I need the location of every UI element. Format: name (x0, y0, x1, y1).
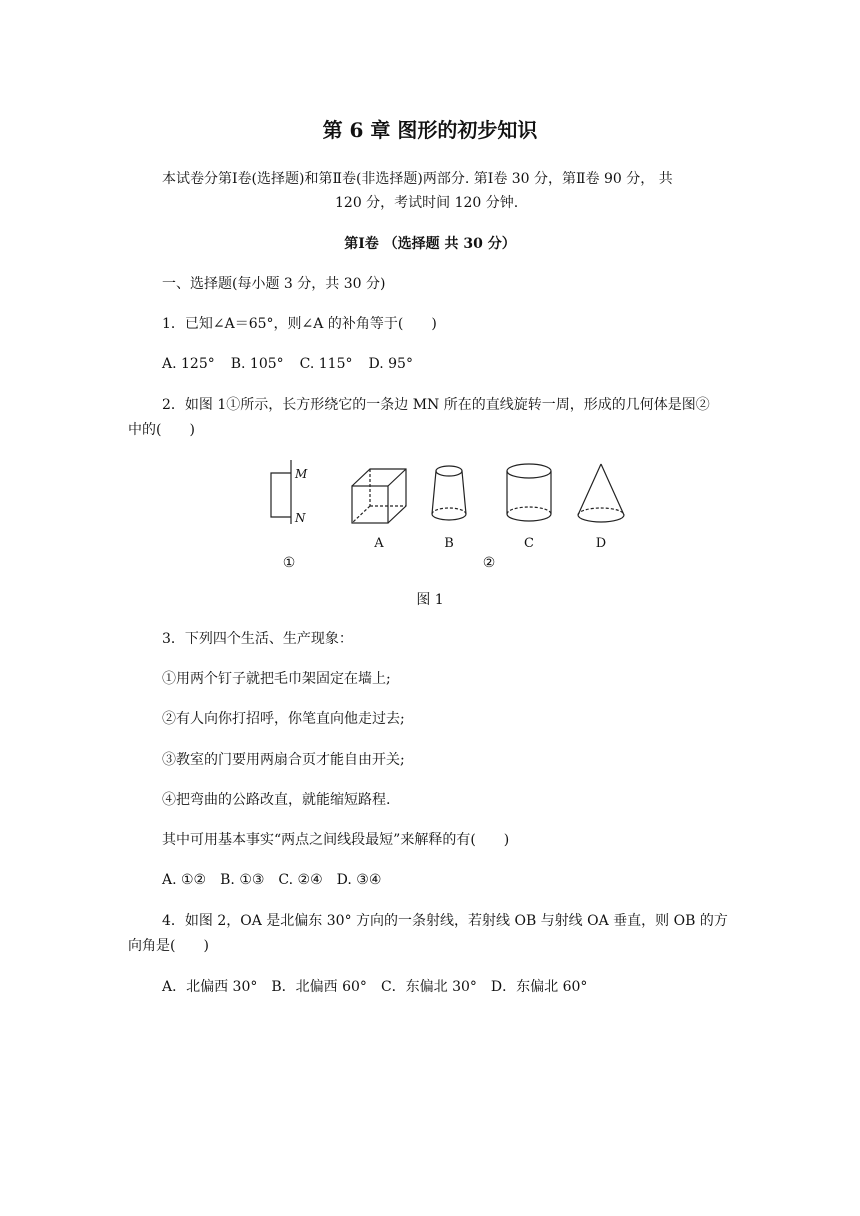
q3-item-2: ②有人向你打招呼，你笔直向他走过去; (162, 711, 405, 727)
q4-option-b: B．北偏西 60° (271, 979, 367, 995)
intro-line-1: 本试卷分第Ⅰ卷(选择题)和第Ⅱ卷(非选择题)两部分. 第Ⅰ卷 30 分，第Ⅱ卷 90 分， 共 (162, 171, 673, 187)
q4-stem-line-2: 向角是( ) (128, 938, 209, 954)
q3-option-c: C. ②④ (278, 872, 323, 888)
frustum-diagram (432, 466, 466, 520)
label-c: C (524, 536, 534, 551)
label-a: A (374, 536, 384, 551)
q3-option-a: A. ①② (162, 872, 207, 888)
q4-stem-line-1: 4．如图 2，OA 是北偏东 30° 方向的一条射线，若射线 OB 与射线 OA 垂直，则 OB 的方 (162, 913, 728, 929)
q1-stem: 1．已知∠A＝65°，则∠A 的补角等于( ) (162, 316, 437, 332)
cylinder-diagram (507, 464, 551, 521)
rectangle-with-axis-diagram (271, 460, 291, 524)
figure-1 (0, 450, 860, 590)
label-part-2: ② (482, 555, 496, 571)
q4-option-d: D．东偏北 60° (490, 979, 588, 995)
q1-option-c: C. 115° (299, 356, 353, 372)
q4-option-a: A．北偏西 30° (162, 979, 258, 995)
q4-option-c: C．东偏北 30° (380, 979, 477, 995)
cone-diagram (578, 464, 624, 522)
q1-option-d: D. 95° (368, 356, 413, 372)
q2-stem-line-2: 中的( ) (128, 422, 195, 438)
page-title: 第 6 章 图形的初步知识 (322, 118, 538, 142)
q1-options (162, 354, 413, 374)
q3-option-d: D. ③④ (336, 872, 382, 888)
q3-item-1: ①用两个钉子就把毛巾架固定在墙上; (162, 671, 391, 687)
label-part-1: ① (282, 555, 296, 571)
label-b: B (444, 536, 454, 551)
q2-stem-line-1: 2．如图 1①所示，长方形绕它的一条边 MN 所在的直线旋转一周，形成的几何体是图② (162, 397, 710, 413)
q3-item-4: ④把弯曲的公路改直，就能缩短路程. (162, 792, 391, 808)
label-m: M (295, 467, 308, 481)
cube-diagram (352, 469, 406, 523)
q3-item-3: ③教室的门要用两扇合页才能自由开关; (162, 752, 405, 768)
part-title: 一、选择题(每小题 3 分，共 30 分) (162, 276, 386, 292)
q3-option-b: B. ①③ (220, 872, 265, 888)
label-d: D (595, 536, 607, 551)
section-header: 第Ⅰ卷 （选择题 共 30 分） (344, 236, 516, 252)
q3-question: 其中可用基本事实“两点之间线段最短”来解释的有( ) (162, 832, 510, 848)
figure-1-caption: 图 1 (416, 592, 444, 608)
q1-option-b: B. 105° (230, 356, 284, 372)
q3-stem: 3．下列四个生活、生产现象： (162, 631, 353, 647)
q3-options (162, 870, 381, 890)
intro-line-2: 120 分，考试时间 120 分钟. (335, 195, 519, 211)
q4-options (162, 977, 587, 997)
label-n: N (295, 511, 306, 525)
q1-option-a: A. 125° (162, 356, 215, 372)
